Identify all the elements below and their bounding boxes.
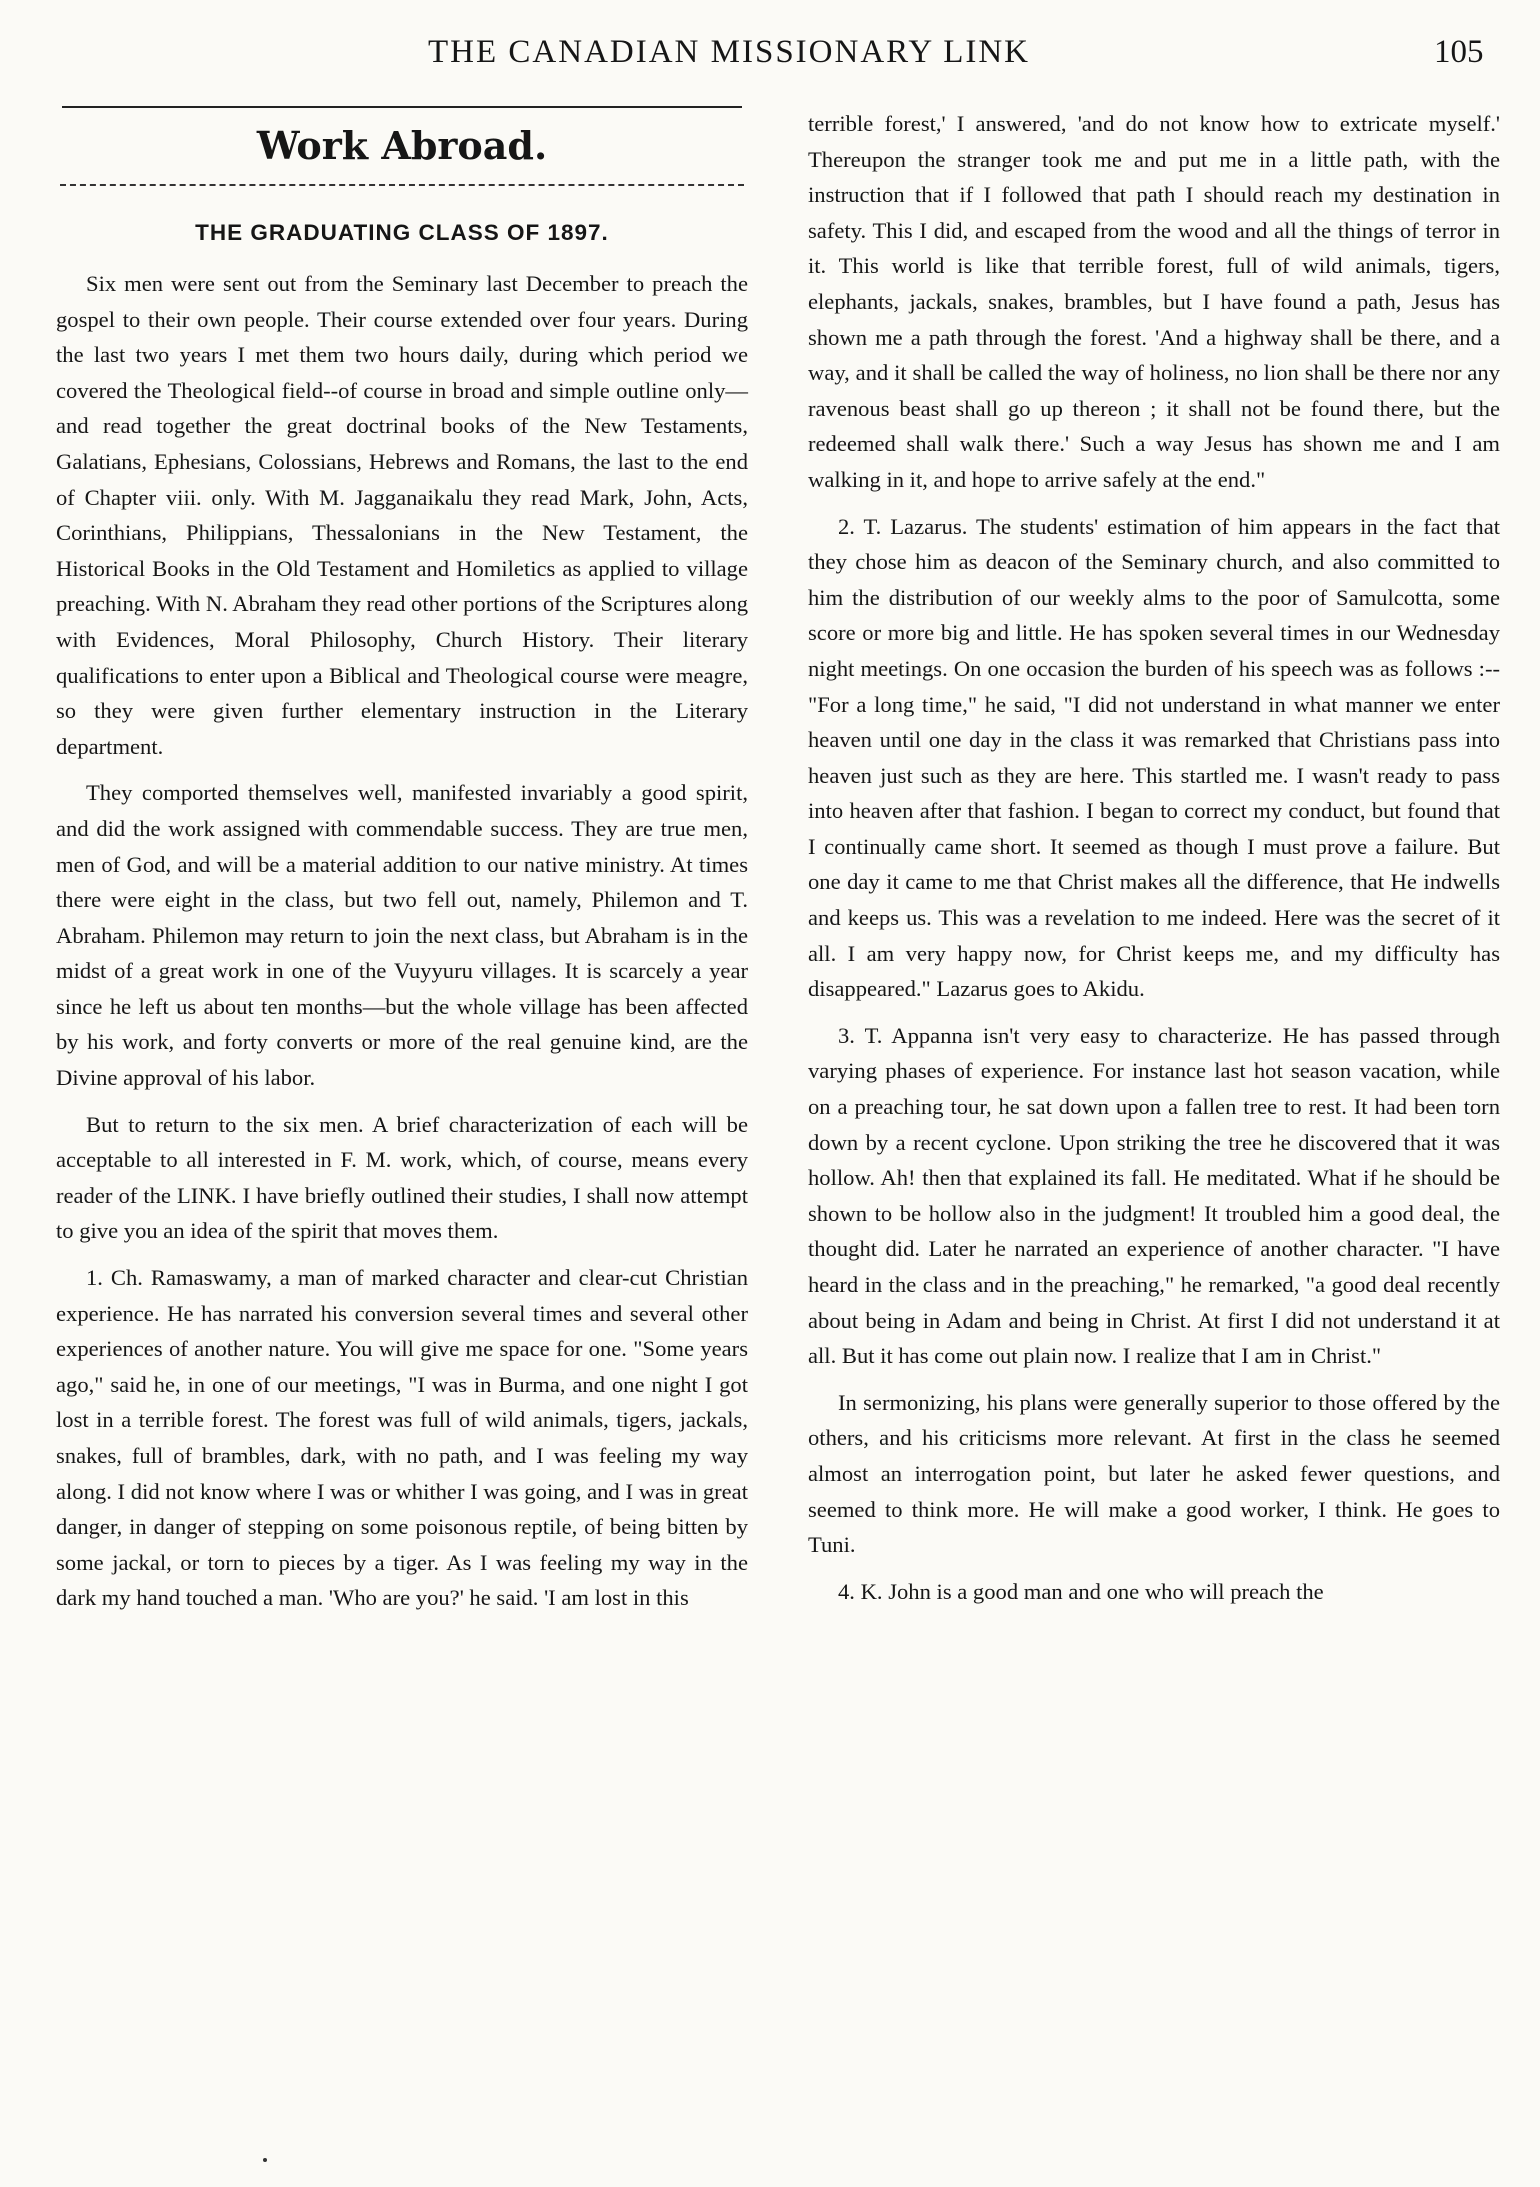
paragraph-ramaswamy: 1. Ch. Ramaswamy, a man of marked character and clear-cut Christian experience. He has narrated his conversion several times and several other experiences of another nature. You will give me space for one. "Some years ago," said he, in one of our meetings, "I was in Burma, and one night I got lost in a terrible forest. The forest was full of wild animals, tigers, jackals, snakes, full of brambles, dark, with no path, and I was feeling my way along. I did not know where I was or whither I was going, and I was in great danger, in danger of stepping on some poisonous reptile, of being bitten by some jackal, or torn to pieces by a tiger. As I was feeling my way in the dark my hand touched a man. 'Who are you?' he said. 'I am lost in this xyxy=(56,1265,748,1611)
page-number: 105 xyxy=(1434,34,1484,70)
running-head xyxy=(0,20,1540,80)
left-column xyxy=(56,106,748,2146)
paragraph-intro: Six men were sent out from the Seminary last December to preach the gospel to their own people. Their course extended over four years. During the last two years I met them two hours daily, during which period we covered the Theological field--of course in broad and simple outline only—and read together the great doctrinal books of the New Testaments, Galatians, Ephesians, Colossians, Hebrews and Romans, the last to the end of Chapter viii. only. With M. Jagganaikalu they read Mark, John, Acts, Corinthians, Philippians, Thessalonians in the New Testament, the Historical Books in the Old Testament and Homiletics as applied to village preaching. With N. Abraham they read other portions of the Scriptures along with Evidences, Moral Philosophy, Church History. Their literary qualifications to enter upon a Biblical and Theological course were meagre, so they were given further elementary instruction in the Literary department. xyxy=(56,271,748,759)
running-title: THE CANADIAN MISSIONARY LINK xyxy=(428,34,1031,70)
paragraph-sermonizing: In sermonizing, his plans were generally superior to those offered by the others, and his criticisms more relevant. At first in the class he seemed almost an interrogation point, but later he asked fewer questions, and seemed to think more. He will make a good worker, I think. He goes to Tuni. xyxy=(808,1389,1500,1558)
paragraph-ramaswamy-continued: terrible forest,' I answered, 'and do not know how to extricate myself.' Thereupon the stranger took me and put me in a little path, with the instruction that if I followed that path I should reach my destination in safety. This I did, and escaped from the wood and all the things of terror in it. This world is like that terrible forest, full of wild animals, tigers, elephants, jackals, snakes, brambles, but I have found a path, Jesus has shown me a path through the forest. 'And a highway shall be there, and a way, and it shall be called the way of holiness, no lion shall be there nor any ravenous beast shall go up thereon ; it shall not be found there, but the redeemed shall walk there.' Such a way Jesus has shown me and I am walking in it, and hope to arrive safely at the end." xyxy=(808,111,1500,492)
section-title: Work Abroad. xyxy=(256,123,548,168)
print-speck xyxy=(263,2158,267,2162)
paragraph-lazarus: 2. T. Lazarus. The students' estimation of him appears in the fact that they chose him as deacon of the Seminary church, and also committed to him the distribution of our weekly alms to the poor of Samulcotta, some score or more big and little. He has spoken several times in our Wednesday night meetings. On one occasion the burden of his speech was as follows :-- "For a long time," he said, "I did not understand in what manner we enter heaven until one day in the class it was remarked that Christians pass into heaven just such as they are here. This startled me. I wasn't ready to pass into heaven after that fashion. I began to correct my conduct, but found that I continually came short. It seemed as though I must prove a failure. But one day it came to me that Christ makes all the difference, that He indwells and keeps us. This was a revelation to me indeed. Here was the secret of it all. I am very happy now, for Christ keeps me, and my difficulty has disappeared." Lazarus goes to Akidu. xyxy=(808,513,1500,1002)
article-title: THE GRADUATING CLASS OF 1897. xyxy=(195,220,609,245)
right-column xyxy=(808,106,1500,2146)
paragraph-conduct: They comported themselves well, manifested invariably a good spirit, and did the work assigned with commendable success. They are true men, men of God, and will be a material addition to our native ministry. At times there were eight in the class, but two fell out, namely, Philemon and T. Abraham. Philemon may return to join the next class, but Abraham is in the midst of a great work in one of the Vuyyuru villages. It is scarcely a year since he left us about ten months—but the whole village has been affected by his work, and forty converts or more of the real genuine kind, are the Divine approval of his labor. xyxy=(56,780,748,1091)
paragraph-appanna: 3. T. Appanna isn't very easy to characterize. He has passed through varying phases of experience. For instance last hot season vacation, while on a preaching tour, he sat down upon a fallen tree to rest. It had been torn down by a recent cyclone. Upon striking the tree he discovered that it was hollow. Ah! then that explained its fall. He meditated. What if he should be shown to be hollow also in the judgment! It troubled him a good deal, the thought did. Later he narrated an experience of another character. "I have heard in the class and in the preaching," he remarked, "a good deal recently about being in Adam and being in Christ. At first I did not understand it at all. But it has come out plain now. I realize that I am in Christ." xyxy=(808,1022,1500,1369)
top-rule xyxy=(62,106,742,108)
section-divider xyxy=(60,184,744,186)
paragraph-six-men: But to return to the six men. A brief characterization of each will be acceptable to all interested in F. M. work, which, of course, means every reader of the LINK. I have briefly outlined their studies, I shall now attempt to give you an idea of the spirit that moves them. xyxy=(56,1111,748,1244)
paragraph-john: 4. K. John is a good man and one who will preach the xyxy=(838,1578,1324,1604)
